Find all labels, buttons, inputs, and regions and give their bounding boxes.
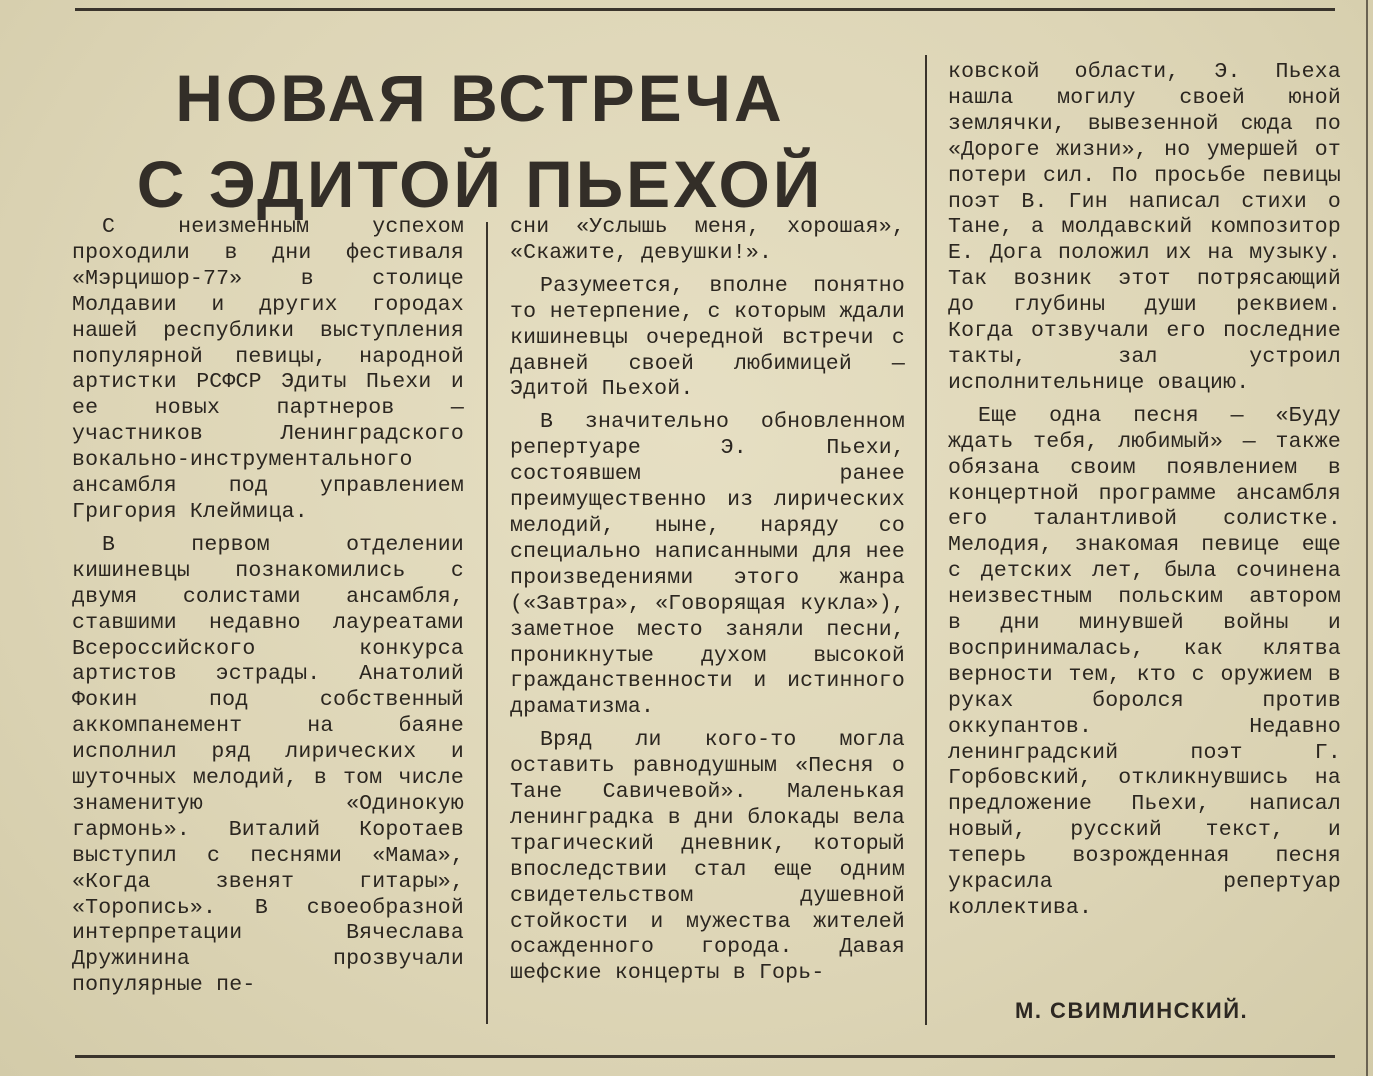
paragraph: Разумеется, вполне понятно то нетерпение, с которым ждали кишиневцы очередной встречи с давней своей любимицей — Эдитой Пьехой. (510, 273, 905, 402)
article-column-3 (948, 60, 1341, 922)
bottom-rule (75, 1055, 1335, 1058)
article-column-1 (72, 215, 464, 999)
paragraph: Еще одна песня — «Буду ждать тебя, любимый» — также обязана своим появлением в концертной программе ансамбля его талантливой солистке. Мелодия, знакомая певице еще с детских лет, была сочинена неизвестным польским автором в дни минувшей войны и воспринималась, как клятва верности тем, кто с оружием в руках боролся против оккупантов. Недавно ленинградский поэт Г. Горбовский, откликнувшись на предложение Пьехи, написал новый, русский текст, и теперь возрожденная песня украсила репертуар коллектива. (948, 403, 1341, 920)
article-headline (70, 55, 890, 227)
paragraph: В значительно обновленном репертуаре Э. Пьехи, состоявшем ранее преимущественно из лирических мелодий, ныне, наряду со специально написанными для нее произведениями этого жанра («Завтра», «Говорящая кукла»), заметное место заняли песни, проникнутые духом высокой гражданственности и истинного драматизма. (510, 410, 905, 720)
top-rule (75, 8, 1335, 11)
column-divider-1 (486, 222, 488, 1024)
article-column-2 (510, 215, 905, 987)
headline-line-1: НОВАЯ ВСТРЕЧА (175, 61, 785, 135)
paragraph: Вряд ли кого-то могла оставить равнодушным «Песня о Тане Савичевой». Маленькая ленинградка в дни блокады вела трагический дневник, который впоследствии стал еще одним свидетельством душевной стойкости и мужества жителей осажденного города. Давая шефские концерты в Горь- (510, 728, 905, 986)
author-signature: М. СВИМЛИНСКИЙ. (1015, 998, 1249, 1023)
paragraph: сни «Услышь меня, хорошая», «Скажите, девушки!». (510, 215, 905, 265)
right-edge-rule (1366, 0, 1368, 1076)
paragraph: ковской области, Э. Пьеха нашла могилу своей юной землячки, вывезенной сюда по «Дороге жизни», но умершей от потери сил. По просьбе певицы поэт В. Гин написал стихи о Тане, а молдавский композитор Е. Дога положил их на музыку. Так возник этот потрясающий до глубины души реквием. Когда отзвучали его последние такты, зал устроил исполнительнице овацию. (948, 60, 1341, 395)
headline-line-2: С ЭДИТОЙ ПЬЕХОЙ (136, 147, 824, 221)
paragraph: С неизменным успехом проходили в дни фестиваля «Мэрцишор-77» в столице Молдавии и других городах нашей республики выступления популярной певицы, народной артистки РСФСР Эдиты Пьехи и ее новых партнеров — участников Ленинградского вокально-инструментального ансамбля под управлением Григория Клеймица. (72, 215, 464, 524)
column-divider-2 (925, 55, 927, 1025)
paragraph: В первом отделении кишиневцы познакомились с двумя солистами ансамбля, ставшими недавно лауреатами Всероссийского конкурса артистов эстрады. Анатолий Фокин под собственный аккомпанемент на баяне исполнил ряд лирических и шуточных мелодий, в том числе знаменитую «Одинокую гармонь». Виталий Коротаев выступил с песнями «Мама», «Когда звенят гитары», «Торопись». В своеобразной интерпретации Вячеслава Дружинина прозвучали популярные пе- (72, 532, 464, 998)
